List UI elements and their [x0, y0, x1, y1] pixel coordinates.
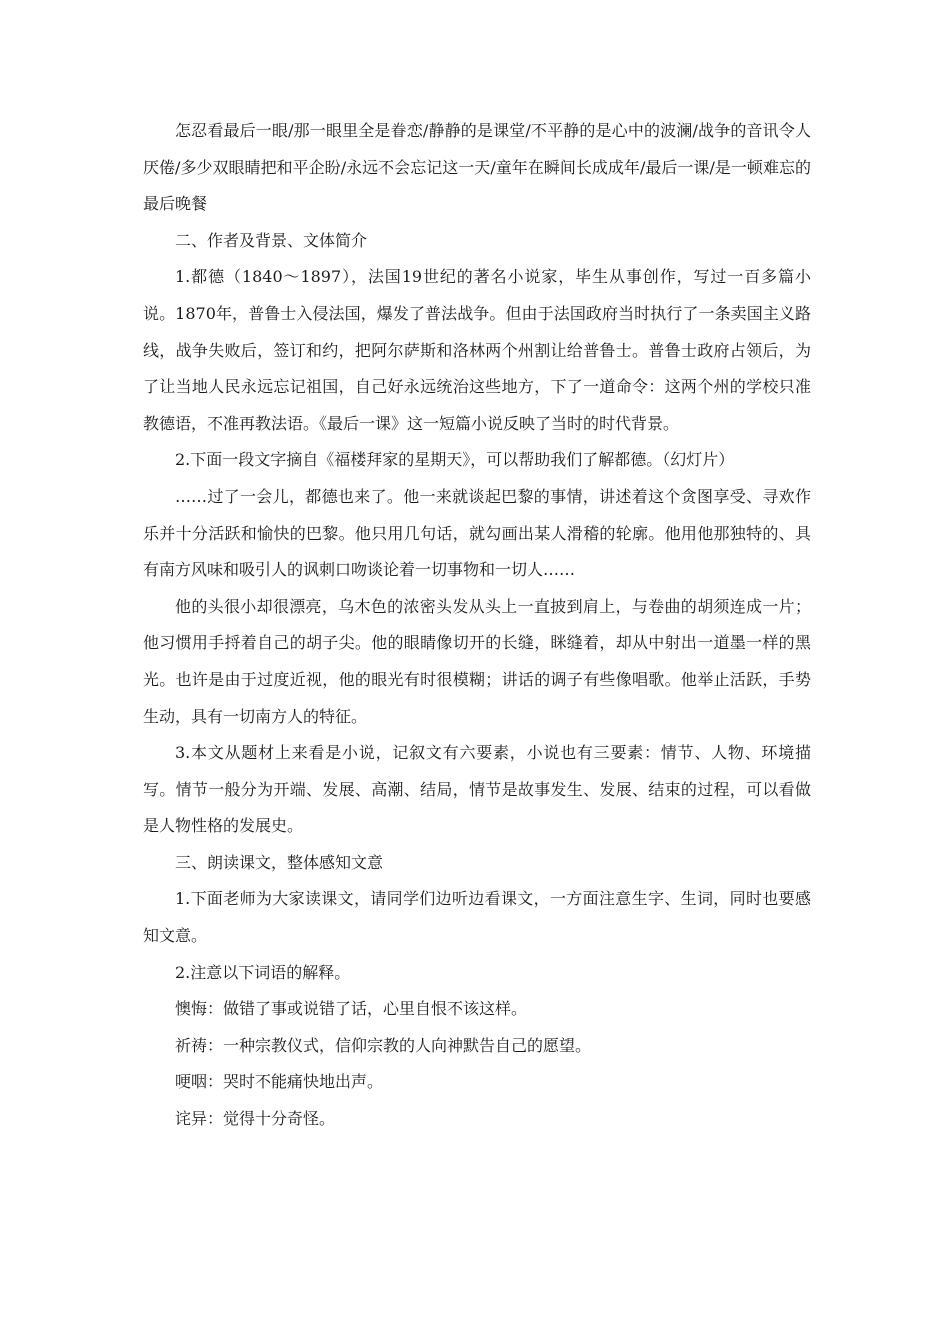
document-body [143, 113, 811, 1138]
vocabulary-item: 祈祷：一种宗教仪式，信仰宗教的人向神默告自己的愿望。 [175, 1035, 592, 1055]
section-heading-author-background: 二、作者及背景、文体简介 [175, 230, 368, 250]
section-heading-reading: 三、朗读课文，整体感知文意 [175, 852, 384, 872]
author-intro-paragraph: 1.都德（1840～1897），法国19世纪的著名小说家，毕生从事创作，写过一百多篇小说。1870年，普鲁士入侵法国，爆发了普法战争。但由于法国政府当时执行了一条卖国主义路线，战争失败后，签订和约，把阿尔萨斯和洛林两个州割让给普鲁士。普鲁士政府占领后，为了让当地人民永远忘记祖国，自己好永远统治这些地方，下了一道命令：这两个州的学校只准教德语，不准再教法语。《最后一课》这一短篇小说反映了当时的时代背景。 [143, 267, 811, 433]
vocabulary-item: 懊悔：做错了事或说错了话，心里自恨不该这样。 [175, 999, 528, 1019]
excerpt-source-paragraph: 2.下面一段文字摘自《福楼拜家的星期天》，可以帮助我们了解都德。（幻灯片） [175, 450, 735, 470]
vocabulary-item: 哽咽：哭时不能痛快地出声。 [175, 1072, 384, 1092]
vocabulary-heading: 2.注意以下词语的解释。 [175, 962, 351, 982]
excerpt-paragraph-1: ……过了一会儿，都德也来了。他一来就谈起巴黎的事情，讲述着这个贪图享受、寻欢作乐并十分活跃和愉快的巴黎。他只用几句话，就勾画出某人滑稽的轮廓。他用他那独特的、具有南方风味和吸引人的讽刺口吻谈论着一切事物和一切人…… [143, 486, 811, 580]
poem-paragraph: 怎忍看最后一眼/那一眼里全是眷恋/静静的是课堂/不平静的是心中的波澜/战争的音讯令人厌倦/多少双眼睛把和平企盼/永远不会忘记这一天/童年在瞬间长成成年/最后一课/是一顿难忘的最后晚餐 [143, 121, 811, 214]
genre-intro-paragraph: 3.本文从题材上来看是小说，记叙文有六要素，小说也有三要素：情节、人物、环境描写。情节一般分为开端、发展、高潮、结局，情节是故事发生、发展、结束的过程，可以看做是人物性格的发展史。 [143, 743, 811, 836]
vocabulary-item: 诧异：觉得十分奇怪。 [175, 1109, 336, 1129]
reading-instruction-paragraph: 1.下面老师为大家读课文，请同学们边听边看课文，一方面注意生字、生词，同时也要感知文意。 [143, 889, 811, 946]
excerpt-paragraph-2: 他的头很小却很漂亮，乌木色的浓密头发从头上一直披到肩上，与卷曲的胡须连成一片；他习惯用手捋着自己的胡子尖。他的眼睛像切开的长缝，眯缝着，却从中射出一道墨一样的黑光。也许是由于过度近视，他的眼光有时很模糊；讲话的调子有些像唱歌。他举止活跃，手势生动，具有一切南方人的特征。 [143, 596, 811, 726]
